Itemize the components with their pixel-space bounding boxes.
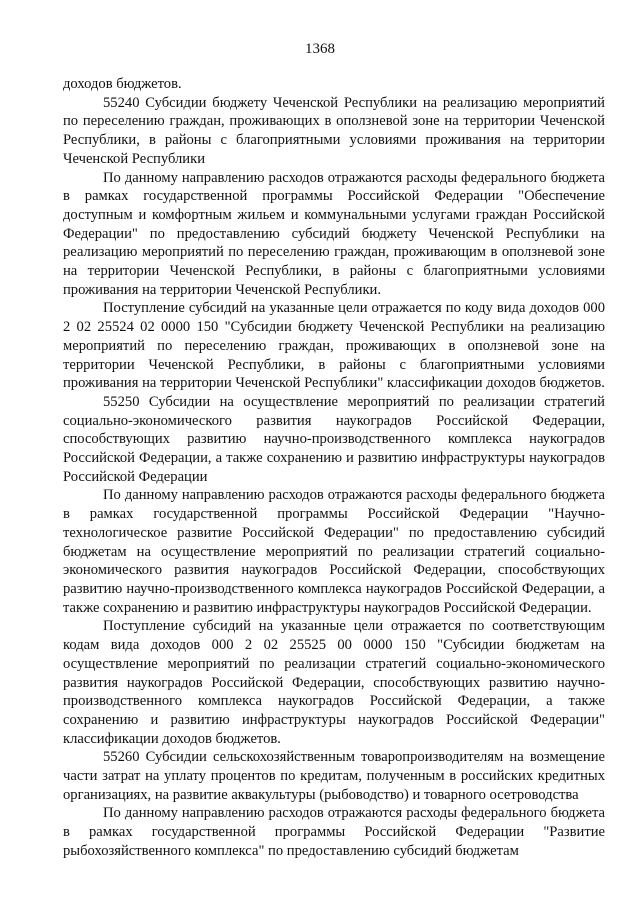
paragraph-55240-revenue: Поступление субсидий на указанные цели отражается по коду вида доходов 000 2 02 25524 02 0000 150 "Субсидии бюджету Чеченской Республики на реализацию мероприятий по переселению граждан, проживающих в оползневой зоне на территории Чеченской Республики, в районы с благоприятными условиями проживания на территории Чеченской Республики" классификации доходов бюджетов.: [63, 300, 605, 392]
paragraph-continuation: доходов бюджетов.: [63, 76, 182, 92]
paragraph-heading-55250: 55250 Субсидии на осуществление мероприятий по реализации стратегий социально-экономического развития наукоградов Российской Федерации, способствующих развитию научно-производственного комплекса наукоградов Российской Федерации, а также сохранению и развитию инфраструктуры наукоградов Российской Федерации: [63, 393, 605, 485]
page-number: 1368: [305, 41, 335, 57]
paragraph-55250-description: По данному направлению расходов отражаются расходы федерального бюджета в рамках государственной программы Российской Федерации "Научно-технологическое развитие Российской Федерации" по предоставлению субсидий бюджетам на осуществление мероприятий по реализации стратегий социально-экономического развития наукоградов Российской Федерации, способствующих развитию научно-производственного комплекса наукоградов Российской Федерации, а также сохранению и развитию инфраструктуры наукоградов Российской Федерации.: [63, 487, 605, 616]
paragraph-heading-55260: 55260 Субсидии сельскохозяйственным товаропроизводителям на возмещение части затрат на уплату процентов по кредитам, полученным в российских кредитных организациях, на развитие аквакультуры (рыбоводство) и товарного осетроводства: [63, 749, 605, 803]
paragraph-55260-description: По данному направлению расходов отражаются расходы федерального бюджета в рамках государственной программы Российской Федерации "Развитие рыбохозяйственного комплекса" по предоставлению субсидий бюджетам: [63, 805, 605, 859]
paragraph-heading-55240: 55240 Субсидии бюджету Чеченской Республики на реализацию мероприятий по переселению граждан, проживающих в оползневой зоне на территории Чеченской Республики, в районы с благоприятными условиями проживания на территории Чеченской Республики: [63, 94, 605, 167]
document-body: [63, 75, 605, 861]
paragraph-55240-description: По данному направлению расходов отражаются расходы федерального бюджета в рамках государственной программы Российской Федерации "Обеспечение доступным и комфортным жильем и коммунальными услугами граждан Российской Федерации" по предоставлению субсидий бюджету Чеченской Республики на реализацию мероприятий по переселению граждан, проживающим в оползневой зоне на территории Чеченской Республики, в районы с благоприятными условиями проживания на территории Чеченской Республики.: [63, 169, 605, 298]
paragraph-55250-revenue: Поступление субсидий на указанные цели отражается по соответствующим кодам вида доходов 000 2 02 25525 00 0000 150 "Субсидии бюджетам на осуществление мероприятий по реализации стратегий социально-экономического развития наукоградов Российской Федерации, способствующих развитию научно-производственного комплекса наукоградов Российской Федерации, а также сохранению и развитию инфраструктуры наукоградов Российской Федерации" классификации доходов бюджетов.: [63, 618, 605, 747]
